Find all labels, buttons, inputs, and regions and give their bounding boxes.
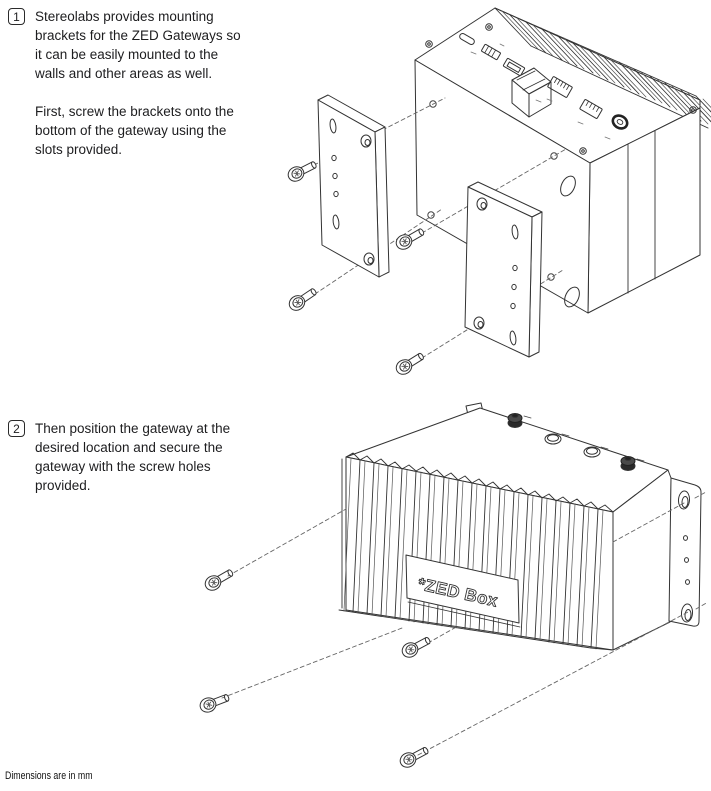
step1-exploded-view-illustration xyxy=(286,8,711,377)
step-1-paragraph-2: First, screw the brackets onto the bottom of the gateway using the slots provided. xyxy=(35,104,234,157)
wall-mount-bracket-right xyxy=(669,478,701,626)
step-1-number: 1 xyxy=(13,9,20,24)
gateway-box-mounted xyxy=(339,408,701,650)
step-1-paragraph-1: Stereolabs provides mounting brackets for the ZED Gateways so it can be easily mounted to the walls and other areas as well. xyxy=(35,9,241,81)
mounting-bracket-left xyxy=(318,95,389,277)
step2-wall-mount-illustration xyxy=(198,403,708,770)
step-2-number: 2 xyxy=(13,421,20,436)
gateway-box xyxy=(415,8,711,313)
zed-box-label: *ZED Box xyxy=(416,574,500,611)
mounting-bracket-front xyxy=(465,182,542,357)
dimensions-note: Dimensions are in mm xyxy=(5,770,93,782)
step-2-paragraph-1: Then position the gateway at the desired location and secure the gateway with the screw holes provided. xyxy=(35,421,231,493)
